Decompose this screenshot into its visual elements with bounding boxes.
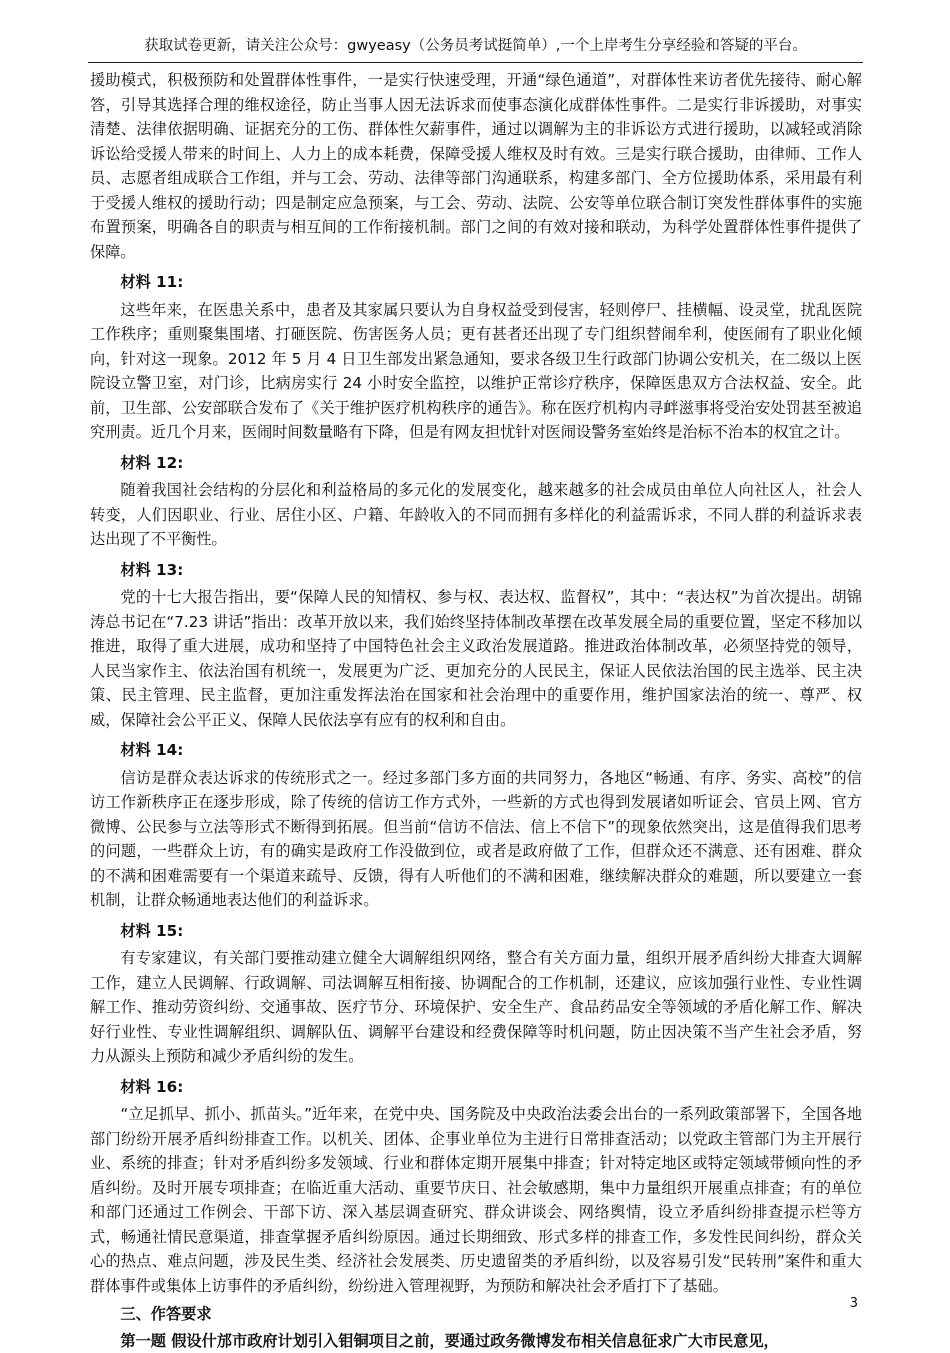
material-body: 党的十七大报告指出，要“保障人民的知情权、参与权、表达权、监督权”，其中：“表达权”为首次提出。胡锦涛总书记在“7.23 讲话”指出：改革开放以来，我们始终坚持体制改革摆在改革发展全局的重要位置，坚定不移加以推进，取得了重大进展，成功和坚持了中国特色社会主义政治发展道路。推进政治体制改革，必须坚持党的领导，人民当家作主、依法治国有机统一，发展更为广泛、更加充分的人民民主，保证人民依法治国的民主选举、民主决策、民主管理、民主监督，更加注重发挥法治在国家和社会治理中的重要作用，维护国家法治的统一、尊严、权威，保障社会公平正义、保障人民依法享有应有的权利和自由。 (90, 585, 862, 732)
material-13 (90, 558, 862, 733)
material-15 (90, 919, 862, 1069)
material-title: 材料 11: (90, 270, 862, 295)
page-number: 3 (850, 1296, 858, 1311)
material-14 (90, 738, 862, 913)
material-title: 材料 16: (90, 1075, 862, 1100)
material-body: 信访是群众表达诉求的传统形式之一。经过多部门多方面的共同努力，各地区“畅通、有序、务实、高校”的信访工作新秩序正在逐步形成，除了传统的信访工作方式外，一些新的方式也得到发展诸如听证会、官员上网、官方微博、公民参与立法等形式不断得到拓展。但当前“信访不信法、信上不信下”的现象依然突出，这是值得我们思考的问题，一些群众上访，有的确实是政府工作没做到位，或者是政府做了工作，但群众还不满意、还有困难、群众的不满和困难需要有一个渠道来疏导、反馈，得有人听他们的不满和困难，继续解决群众的难题，所以要建立一套机制，让群众畅通地表达他们的利益诉求。 (90, 766, 862, 913)
material-16 (90, 1075, 862, 1299)
material-body: 随着我国社会结构的分层化和利益格局的多元化的发展变化，越来越多的社会成员由单位人向社区人，社会人转变，人们因职业、行业、居住小区、户籍、年龄收入的不同而拥有多样化的利益需诉求，不同人群的利益诉求表达出现了不平衡性。 (90, 478, 862, 552)
material-title: 材料 13: (90, 558, 862, 583)
material-title: 材料 14: (90, 738, 862, 763)
material-11 (90, 270, 862, 445)
material-title: 材料 15: (90, 919, 862, 944)
document-body (90, 68, 862, 1353)
section-title: 三、作答要求 (90, 1302, 862, 1327)
material-body: 有专家建议，有关部门要推动建立健全大调解组织网络，整合有关方面力量，组织开展矛盾纠纷大排查大调解工作，建立人民调解、行政调解、司法调解互相衔接、协调配合的工作机制，还建议，应该加强行业性、专业性调解工作、推动劳资纠纷、交通事故、医疗节分、环境保护、安全生产、食品药品安全等领域的矛盾化解工作、解决好行业性、专业性调解组织、调解队伍、调解平台建设和经费保障等时机问题，防止因决策不当产生社会矛盾，努力从源头上预防和减少矛盾纠纷的发生。 (90, 946, 862, 1069)
intro-paragraph: 援助模式，积极预防和处置群体性事件，一是实行快速受理，开通“绿色通道”，对群体性来访者优先接待、耐心解答，引导其选择合理的维权途径，防止当事人因无法诉求而使事态演化成群体性事件。二是实行非诉援助，对事实清楚、法律依据明确、证据充分的工伤、群体性欠薪事件，通过以调解为主的非诉讼方式进行援助，以减轻或消除诉讼给受援人带来的时间上、人力上的成本耗费，保障受援人维权及时有效。三是实行联合援助，由律师、工作人员、志愿者组成联合工作组，并与工会、劳动、法律等部门沟通联系，构建多部门、全方位援助体系，采用最有利于受援人维权的援助行动；四是制定应急预案，与工会、劳动、法院、公安等单位联合制订突发性群体事件的实施布置预案，明确各自的职责与相互间的工作衔接机制。部门之间的有效对接和联动，为科学处置群体性事件提供了保障。 (90, 68, 862, 264)
material-title: 材料 12: (90, 451, 862, 476)
material-body: “立足抓早、抓小、抓苗头。”近年来，在党中央、国务院及中央政治法委会出台的一系列政策部署下，全国各地部门纷纷开展矛盾纠纷排查工作。以机关、团体、企事业单位为主进行日常排查活动；以党政主管部门为主开展行业、系统的排查；针对矛盾纠纷多发领域、行业和群体定期开展集中排查；针对特定地区或特定领域带倾向性的矛盾纠纷。及时开展专项排查；在临近重大活动、重要节庆日、社会敏感期，集中力量组织开展重点排查；有的单位和部门还通过工作例会、干部下访、深入基层调查研究、群众讲谈会、网络舆情，设立矛盾纠纷排查提示栏等方式，畅通社情民意渠道，排查掌握矛盾纠纷原因。通过长期细致、形式多样的排查工作，多发性民间纠纷，群众关心的热点、难点问题，涉及民生类、经济社会发展类、历史遗留类的矛盾纠纷，以及容易引发“民转刑”案件和重大群体事件或集体上访事件的矛盾纠纷，纷纷进入管理视野，为预防和解决社会矛盾打下了基础。 (90, 1102, 862, 1298)
header-notice: 获取试卷更新，请关注公众号：gwyeasy（公务员考试挺简单）,一个上岸考生分享经验和答疑的平台。 (88, 36, 863, 56)
header-divider (88, 62, 863, 63)
material-body: 这些年来，在医患关系中，患者及其家属只要认为自身权益受到侵害，轻则停尸、挂横幅、设灵堂，扰乱医院工作秩序；重则聚集围堵、打砸医院、伤害医务人员；更有甚者还出现了专门组织替闹牟利，使医闹有了职业化倾向，针对这一现象。2012 年 5 月 4 日卫生部发出紧急通知，要求各级卫生行政部门协调公安机关，在二级以上医院设立警卫室，对门诊，比病房实行 24 小时安全监控，以维护正常诊疗秩序，保障医患双方合法权益、安全。此前，卫生部、公安部联合发布了《关于维护医疗机构秩序的通告》。称在医疗机构内寻衅滋事将受治安处罚甚至被追究刑责。近几个月来，医闹时间数量略有下降，但是有网友担忧针对医闹设警务室始终是治标不治本的权宜之计。 (90, 298, 862, 445)
question-1: 第一题 假设什邡市政府计划引入钼铜项目之前，要通过政务微博发布相关信息征求广大市民意见， (90, 1329, 862, 1353)
material-12 (90, 451, 862, 552)
